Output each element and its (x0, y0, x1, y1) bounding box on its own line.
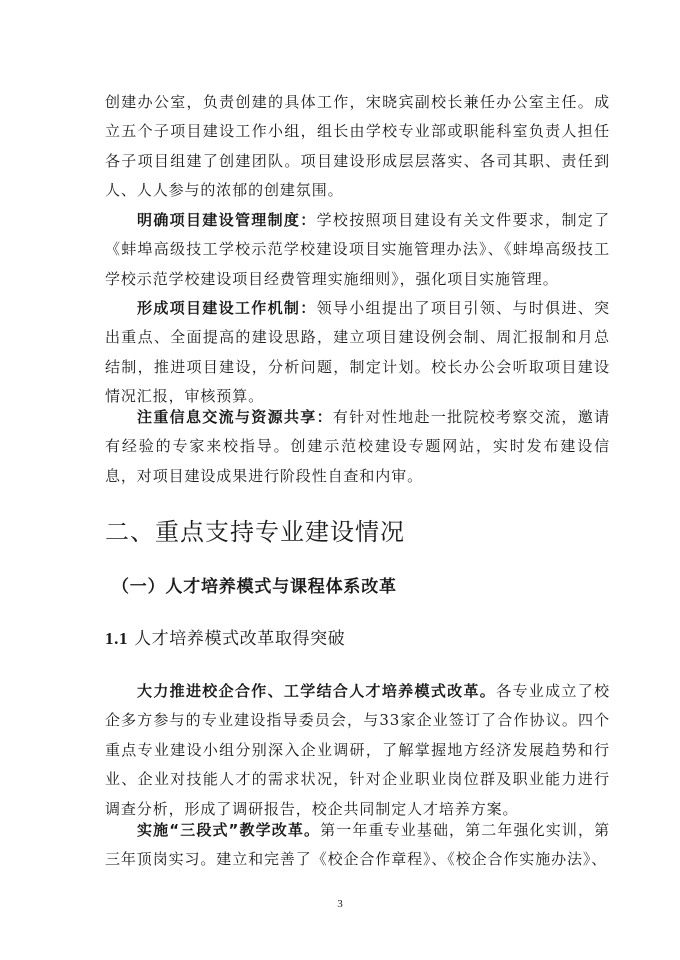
paragraph-management-system (105, 206, 610, 294)
paragraph-work-mechanism (105, 294, 610, 412)
paragraph-lead: 形成项目建设工作机制： (137, 299, 317, 317)
paragraph-info-exchange (105, 403, 610, 491)
paragraph-three-stage (105, 816, 610, 875)
paragraph-school-enterprise (105, 677, 610, 824)
paragraph-lead: 明确项目建设管理制度： (137, 211, 317, 229)
item-heading (105, 624, 345, 649)
item-number: 1.1 (105, 629, 129, 648)
paragraph-lead: 大力推进校企合作、工学结合人才培养模式改革。 (137, 682, 497, 700)
paragraph-lead: 注重信息交流与资源共享： (137, 408, 333, 426)
paragraph-office-setup: 创建办公室，负责创建的具体工作，宋晓宾副校长兼任办公室主任。成立五个子项目建设工作小组，组长由学校专业部或职能科室负责人担任各子项目组建了创建团队。项目建设形成层层落实、各司其职、责任到人、人人参与的浓郁的创建氛围。 (105, 93, 610, 200)
paragraph-body: 各专业成立了校企多方参与的专业建设指导委员会，与33家企业签订了合作协议。四个重点专业建设小组分别深入企业调研，了解掌握地方经济发展趋势和行业、企业对技能人才的需求状况，针对企业职业岗位群及职业能力进行调查分析，形成了调研报告，校企共同制定人才培养方案。 (105, 682, 610, 818)
paragraph-body: 学校按照项目建设有关文件要求，制定了《蚌埠高级技工学校示范学校建设项目实施管理办法》、《蚌埠高级技工学校示范学校建设项目经费管理实施细则》，强化项目实施管理。 (105, 211, 610, 288)
paragraph-body: 有针对性地赴一批院校考察交流，邀请有经验的专家来校指导。创建示范校建设专题网站，实时发布建设信息，对项目建设成果进行阶段性自查和内审。 (105, 408, 610, 485)
page-number: 3 (337, 898, 343, 910)
paragraph-body: 第一年重专业基础，第二年强化实训，第三年顶岗实习。建立和完善了《校企合作章程》、《校企合作实施办法》、 (105, 821, 610, 869)
item-title: 人才培养模式改革取得突破 (134, 629, 346, 649)
subsection-heading: （一）人才培养模式与课程体系改革 (112, 577, 397, 597)
section-heading: 二、重点支持专业建设情况 (105, 518, 405, 546)
paragraph-lead: 实施“三段式”教学改革。 (137, 821, 321, 839)
paragraph-body: 领导小组提出了项目引领、与时俱进、突出重点、全面提高的建设思路，建立项目建设例会制、周汇报制和月总结制，推进项目建设，分析问题，制定计划。校长办公会听取项目建设情况汇报，审核预算。 (105, 299, 610, 406)
